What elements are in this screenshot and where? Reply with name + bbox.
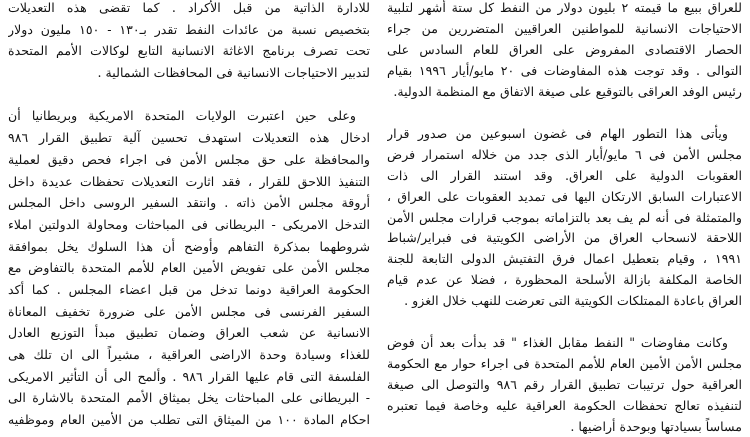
- column-right: [387, 0, 742, 437]
- paragraph-gap: [387, 311, 742, 332]
- paragraph-gap: [8, 84, 370, 106]
- text-line: العراق باعادة الممتلكات الكويتية التى تعرضت للنهب خلال الغزو .: [404, 293, 742, 309]
- text-line: - البريطانى على المباحثات يخل بميثاق الأمم المتحدة بالاشارة الى: [8, 390, 370, 406]
- text-line: رئيس الوفد العراقى بالتوقيع على صيغة الاتفاق مع المنظمة الدولية.: [393, 83, 742, 99]
- text-line: ويأتى هذا التطور الهام فى غضون اسبوعين من صدور قرار: [387, 125, 728, 141]
- text-line: مجلس الأمن فى ٦ مايو/أيار الذى جدد من خلاله استمرار فرض: [387, 146, 742, 162]
- text-line: السفير الفرنسى فى مجلس الأمن على ضرورة تخفيف المعاناة: [8, 303, 370, 319]
- text-line: للغذاء وسيادة وحدة الاراضى العراقية ، مشيراً الى ان تلك هى: [8, 347, 370, 362]
- paragraph-gap: [387, 102, 742, 123]
- text-line: للادارة الذاتية من قبل الأكراد . كما تقضى هذه التعديلات: [8, 0, 370, 15]
- text-line: الخاصة المكلفة بازالة الأسلحة المحظورة ، فضلا عن عدم قيام: [387, 272, 742, 288]
- text-line: لتنفيذه تعالج تحفظات الحكومة العراقية عليه وخاصة فيما تعتبره: [387, 398, 742, 414]
- text-line: التنفيذ اللاحق للقرار ، فقد اثارت التعديلات تحفظات عديدة داخل: [8, 173, 370, 189]
- text-line: والمحافظة على حق مجلس الأمن فى اجراء فحص دقيق لعملية: [8, 151, 370, 167]
- text-line: وكانت مفاوضات " النفط مقابل الغذاء " قد بدأت بعد أن فوض: [387, 335, 728, 351]
- text-line: وعلى حين اعتبرت الولايات المتحدة الامريكية وبريطانيا أن: [8, 108, 356, 124]
- text-line: الحصار الاقتصادى المفروض على العراق للعام السادس على: [387, 41, 742, 57]
- text-line: مجلس الأمن على تفويض الأمين العام للأمم المتحدة بالتفاوض مع: [8, 260, 370, 276]
- text-line: والمتمثلة فى أنه لم يف بعد بالتزاماته بموجب قرارات مجلس الأمن: [387, 209, 742, 225]
- text-line: شروطهما بمذكرة التفاهم وأوضح أن هذا السلوك يخل بموافقة: [8, 238, 370, 254]
- text-line: العراقية حول ترتيبات تطبيق القرار رقم ٩٨٦ والتوصل الى صيغة: [387, 377, 742, 393]
- text-line: ١٩٩١ ، وقيام بتعطيل اعمال فرق التفتيش الدولى التابعة للجنة: [387, 251, 742, 267]
- text-line: اللاحقة لانسحاب العراق من الأراضى الكويتية فى فبراير/شباط: [387, 230, 742, 246]
- text-line: الانسانية عن شعب العراق وضمان تطبيق مبدأ التوزيع العادل: [8, 325, 370, 341]
- text-line: مساساً بسيادتها وبوحدة أراضيها .: [570, 419, 742, 435]
- text-line: التدخل الامريكى - البريطانى فى المباحثات ومحاولة الدولتين املاء: [8, 216, 370, 232]
- text-line: لتدبير الاحتياجات الانسانية فى المحافظات الشمالية .: [97, 65, 370, 81]
- column-left: [8, 0, 370, 437]
- text-line: تحت تصرف برنامج الاغاثة الانسانية التابع لوكالات الأمم المتحدة: [8, 43, 370, 59]
- text-line: العقوبات الدولية على العراق. وقد استند القرار الى ذات: [387, 167, 742, 183]
- text-line: احكام المادة ١٠٠ من الميثاق التى تطلب من الأمين العام وموظفيه: [8, 412, 370, 428]
- text-line: الاحتياجات الانسانية للمواطنين العراقيين المتضررين من جراء: [387, 20, 742, 36]
- text-line: للعراق ببيع ما قيمته ٢ بليون دولار من النفط كل ستة أشهر لتلبية: [387, 0, 742, 15]
- text-line: أروقة مجلس الأمن ذاته . وانتقد السفير الروسى داخل المجلس: [8, 195, 370, 211]
- text-line: ادخال هذه التعديلات استهدف تحسين آلية تطبيق القرار ٩٨٦: [8, 130, 370, 146]
- text-line: الاعتبارات السابق الارتكان اليها فى تمديد العقوبات على العراق ،: [387, 188, 742, 204]
- text-line: الحكومة العراقية دونما تدخل من قبل اعضاء المجلس . كما أكد: [8, 281, 370, 297]
- text-line: مجلس الأمن الأمين العام للأمم المتحدة فى اجراء حوار مع الحكومة: [387, 356, 742, 372]
- text-line: بتخصيص نسبة من عائدات النفط تقدر بـ١٣٠ - ١٥٠ مليون دولار: [8, 21, 370, 37]
- text-line: الفلسفة التى قام عليها القرار ٩٨٦ . وألمح الى أن التأثير الامريكى: [8, 368, 370, 384]
- text-line: التوالى . وقد توجت هذه المفاوضات فى ٢٠ مايو/أيار ١٩٩٦ بقيام: [387, 62, 742, 78]
